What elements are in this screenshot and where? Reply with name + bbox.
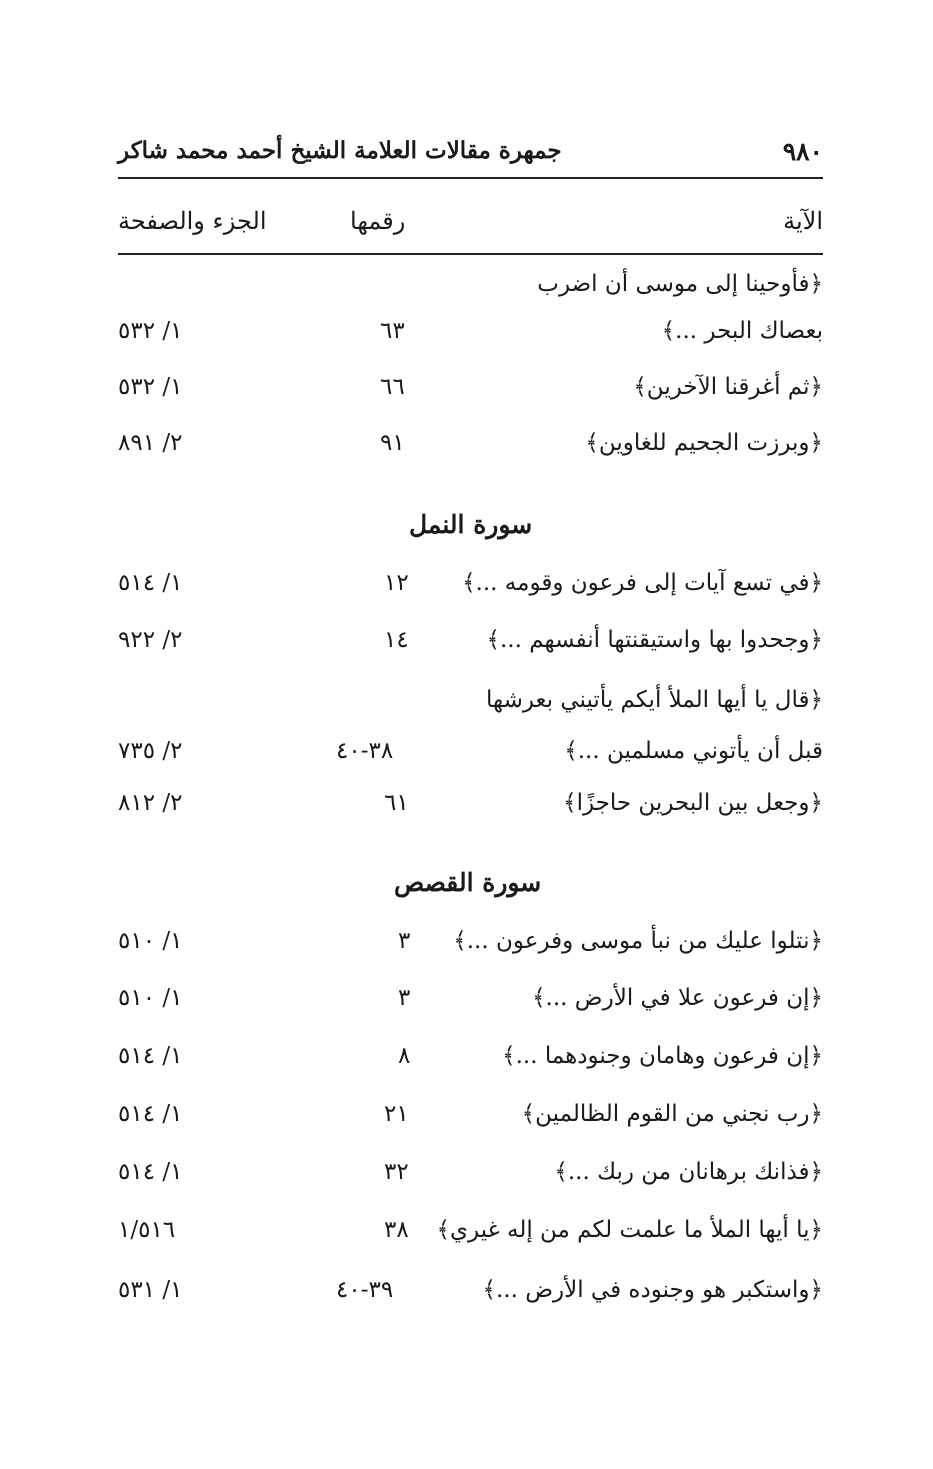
verse-number: ٣٨ [384,1217,409,1243]
volume-page: ٢/ ٩٢٢ [118,627,183,653]
columns-rule [118,253,823,255]
verse-text: ﴿واستكبر هو وجنوده في الأرض ...﴾ [482,1277,823,1303]
verse-text: ﴿يا أيها الملأ ما علمت لكم من إله غيري﴾ [436,1217,823,1243]
verse-number: ٣ [398,985,411,1011]
verse-number: ٣ [398,928,411,954]
verse-text: ﴿إن فرعون علا في الأرض ...﴾ [532,985,823,1011]
section-title: سورة النمل [409,510,533,539]
volume-page: ١/ ٥٣٢ [118,374,183,400]
volume-page: ١/ ٥٣١ [118,1277,183,1303]
volume-page: ١/ ٥١٤ [118,1159,183,1185]
verse-text: ﴿نتلوا عليك من نبأ موسى وفرعون ...﴾ [453,928,823,954]
volume-page: ١/ ٥١٤ [118,1043,183,1069]
volume-page: ١/ ٥١٠ [118,985,183,1011]
volume-page: ١/٥١٦ [118,1217,176,1243]
verse-text: ﴿وجعل بين البحرين حاجزًا﴾ [563,790,823,816]
column-header-verse: الآية [783,207,823,235]
verse-text: ﴿فأوحينا إلى موسى أن اضرب [537,271,823,297]
verse-number: ١٤ [384,627,409,653]
verse-text: ﴿وجحدوا بها واستيقنتها أنفسهم ...﴾ [486,627,823,653]
verse-text: ﴿ثم أغرقنا الآخرين﴾ [633,374,823,400]
section-title: سورة القصص [394,868,542,897]
page [118,0,823,1469]
volume-page: ١/ ٥١٤ [118,570,183,596]
verse-number: ٦٦ [380,374,405,400]
page-header [118,133,823,177]
verse-number: ٦٣ [380,318,405,344]
verse-text: ﴿رب نجني من القوم الظالمين﴾ [521,1101,823,1127]
column-header-number: رقمها [350,207,406,235]
verse-number: ١٢ [384,570,409,596]
verse-text: قبل أن يأتوني مسلمين ...﴾ [564,738,823,764]
verse-text: ﴿فذانك برهانان من ربك ...﴾ [554,1159,823,1185]
verse-text: ﴿إن فرعون وهامان وجنودهما ...﴾ [502,1043,823,1069]
volume-page: ٢/ ٨٩١ [118,430,183,456]
verse-text: بعصاك البحر ...﴾ [661,318,823,344]
verse-text: ﴿وبرزت الجحيم للغاوين﴾ [585,430,823,456]
volume-page: ٢/ ٨١٢ [118,790,183,816]
verse-number: ٣٨-٤٠ [336,738,394,764]
verse-text: ﴿قال يا أيها الملأ أيكم يأتيني بعرشها [485,687,823,713]
volume-page: ١/ ٥١٠ [118,928,183,954]
verse-text: ﴿في تسع آيات إلى فرعون وقومه ...﴾ [462,570,823,596]
verse-number: ٩١ [380,430,405,456]
header-rule [118,177,823,179]
verse-number: ٣٢ [384,1159,409,1185]
verse-number: ٢١ [384,1101,409,1127]
column-header-reference: الجزء والصفحة [118,207,267,235]
volume-page: ٢/ ٧٣٥ [118,738,183,764]
volume-page: ١/ ٥١٤ [118,1101,183,1127]
verse-number: ٦١ [384,790,409,816]
volume-page: ١/ ٥٣٢ [118,318,183,344]
page-number: ٩٨٠ [782,137,823,166]
verse-number: ٣٩-٤٠ [336,1277,394,1303]
verse-number: ٨ [398,1043,411,1069]
book-title: جمهرة مقالات العلامة الشيخ أحمد محمد شاكر [118,137,562,164]
